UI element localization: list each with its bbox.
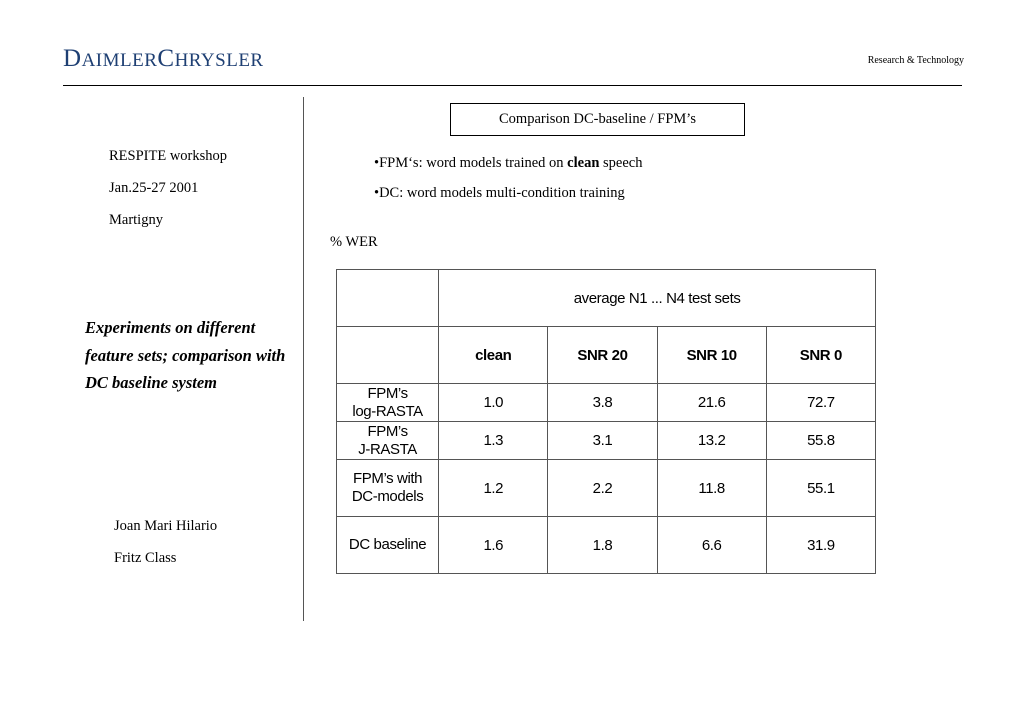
row-header-line: FPM’s with bbox=[353, 470, 423, 487]
sidebar-divider bbox=[303, 97, 304, 621]
table-cell: 1.3 bbox=[439, 422, 548, 460]
table-row bbox=[337, 384, 876, 422]
table-cell: 2.2 bbox=[548, 460, 657, 517]
table-cell: 1.6 bbox=[439, 517, 548, 574]
results-table bbox=[336, 269, 876, 574]
table-cell: 3.8 bbox=[548, 384, 657, 422]
row-header bbox=[337, 422, 439, 460]
row-header bbox=[337, 460, 439, 517]
table-cell: 6.6 bbox=[657, 517, 766, 574]
presentation-subtitle: Experiments on different feature sets; comparison with DC baseline system bbox=[85, 318, 286, 392]
table-cell: 11.8 bbox=[657, 460, 766, 517]
table-cell: 55.1 bbox=[766, 460, 875, 517]
table-row bbox=[337, 422, 876, 460]
table-cell: 3.1 bbox=[548, 422, 657, 460]
slide-title bbox=[450, 103, 745, 136]
department-label: Research & Technology bbox=[867, 55, 964, 66]
event-name: RESPITE workshop bbox=[109, 148, 228, 164]
author-name: Fritz Class bbox=[114, 550, 177, 566]
row-header-line: J-RASTA bbox=[358, 440, 417, 458]
bullet-fpm bbox=[374, 155, 642, 172]
table-cell: 1.8 bbox=[548, 517, 657, 574]
table-cell: 55.8 bbox=[766, 422, 875, 460]
row-header-line: FPM’s bbox=[367, 384, 408, 402]
table-row bbox=[337, 517, 876, 574]
table-corner-cell bbox=[337, 270, 439, 327]
event-location: Martigny bbox=[109, 212, 163, 228]
header-divider bbox=[63, 85, 962, 86]
bullet-text: •FPM‘s: word models trained on bbox=[374, 155, 568, 171]
table-corner-cell bbox=[337, 327, 439, 384]
table-row bbox=[337, 460, 876, 517]
row-header-line: FPM’s bbox=[367, 422, 408, 440]
table-cell: 1.0 bbox=[439, 384, 548, 422]
bullet-dc: •DC: word models multi-condition training bbox=[374, 185, 625, 201]
bullet-emphasis: clean bbox=[567, 155, 600, 171]
company-logo: DAIMLERCHRYSLER bbox=[63, 45, 264, 72]
table-cell: 13.2 bbox=[657, 422, 766, 460]
author-name: Joan Mari Hilario bbox=[114, 518, 218, 534]
row-header-line: log-RASTA bbox=[352, 402, 423, 420]
table-cell: 21.6 bbox=[657, 384, 766, 422]
column-header: SNR 20 bbox=[548, 327, 657, 384]
column-header: clean bbox=[439, 327, 548, 384]
column-header: SNR 0 bbox=[766, 327, 875, 384]
table-column-header-row bbox=[337, 327, 876, 384]
column-header: SNR 10 bbox=[657, 327, 766, 384]
bullet-text: speech bbox=[599, 155, 643, 171]
row-header: DC baseline bbox=[337, 517, 439, 574]
table-cell: 72.7 bbox=[766, 384, 875, 422]
metric-label: % WER bbox=[330, 234, 378, 250]
table-cell: 1.2 bbox=[439, 460, 548, 517]
table-header-row bbox=[337, 270, 876, 327]
event-date: Jan.25-27 2001 bbox=[109, 180, 199, 196]
table-cell: 31.9 bbox=[766, 517, 875, 574]
row-header-line: DC-models bbox=[351, 488, 424, 505]
group-header-cell: average N1 ... N4 test sets bbox=[439, 270, 876, 327]
row-header bbox=[337, 384, 439, 422]
slide-title-text: Comparison DC-baseline / FPM’s bbox=[499, 111, 696, 127]
